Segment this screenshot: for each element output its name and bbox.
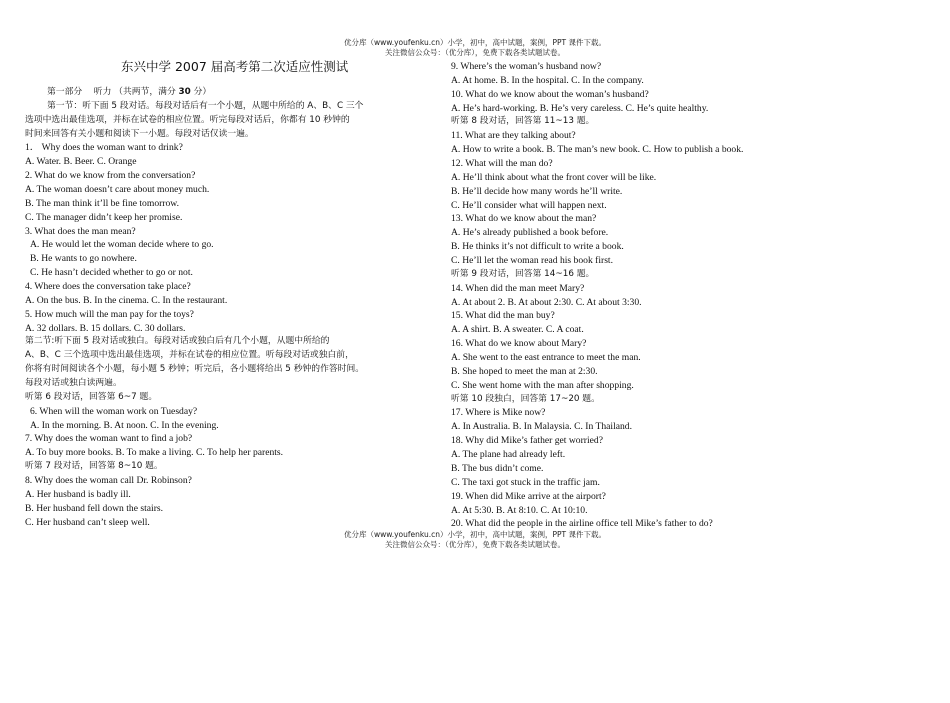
question-6: 6. When will the woman work on Tuesday? (30, 405, 198, 417)
question-1: 1． Why does the woman want to drink? (25, 142, 183, 154)
right-column (451, 60, 931, 531)
section1-instructions: 时间来回答有关小题和阅读下一小题。每段对话仅读一遍。 (25, 128, 254, 139)
footer-line-1: 优分库（www.youfenku.cn）小学，初中，高中试题，案例，PPT 课件下载。 (343, 530, 607, 539)
part1-heading-b: 分） (190, 87, 212, 97)
section1-instructions: 选项中选出最佳选项，并标在试卷的相应位置。听完每段对话后，你都有 10 秒钟的 (25, 114, 350, 125)
dialogue-7-heading: 听第 7 段对话，回答第 8~10 题。 (25, 461, 163, 472)
page-footer (0, 530, 950, 550)
question-14: 14. When did the man meet Mary? (451, 282, 585, 294)
question-18: 18. Why did Mike’s father get worried? (451, 435, 603, 447)
question-8: 8. Why does the woman call Dr. Robinson? (25, 475, 192, 487)
question-2-option-c: C. The manager didn’t keep her promise. (25, 211, 183, 223)
question-11-options: A. How to write a book. B. The man’s new book. C. How to publish a book. (451, 144, 744, 156)
question-10: 10. What do we know about the woman’s husband? (451, 88, 649, 100)
question-10-options: A. He’s hard-working. B. He’s very careless. C. He’s quite healthy. (451, 102, 709, 114)
question-13: 13. What do we know about the man? (451, 213, 597, 225)
question-17: 17. Where is Mike now? (451, 407, 546, 419)
question-18-option-a: A. The plane had already left. (451, 449, 566, 461)
header-line-2: 关注微信公众号：（优分库），免费下载各类试题试卷。 (385, 48, 565, 57)
question-20: 20. What did the people in the airline office tell Mike’s father to do? (451, 518, 713, 530)
section2-instructions: 每段对话或独白读两遍。 (25, 378, 122, 389)
question-18-option-b: B. The bus didn’t come. (451, 462, 544, 474)
part1-score: 30 (178, 87, 191, 97)
question-16-option-a: A. She went to the east entrance to meet the man. (451, 352, 641, 364)
question-3-option-c: C. He hasn’t decided whether to go or not. (30, 267, 193, 279)
section2-instructions: 你将有时间阅读各个小题，每小题 5 秒钟；听完后，各小题将给出 5 秒钟的作答时间。 (25, 364, 365, 375)
question-4: 4. Where does the conversation take place? (25, 281, 191, 293)
question-18-option-c: C. The taxi got stuck in the traffic jam. (451, 476, 600, 488)
page-header (0, 38, 950, 58)
question-4-options: A. On the bus. B. In the cinema. C. In the restaurant. (25, 294, 228, 306)
question-16-option-b: B. She hoped to meet the man at 2:30. (451, 365, 598, 377)
question-8-option-a: A. Her husband is badly ill. (25, 488, 131, 500)
question-2-option-b: B. The man think it’ll be fine tomorrow. (25, 197, 180, 209)
question-12-option-c: C. He’ll consider what will happen next. (451, 199, 607, 211)
monologue-10-heading: 听第 10 段独白，回答第 17~20 题。 (451, 393, 600, 404)
question-2-option-a: A. The woman doesn’t care about money much. (25, 184, 210, 196)
question-19-options: A. At 5:30. B. At 8:10. C. At 10:10. (451, 504, 588, 516)
part1-heading (25, 86, 435, 100)
question-16-option-c: C. She went home with the man after shopping. (451, 379, 634, 391)
question-6-options: A. In the morning. B. At noon. C. In the evening. (30, 419, 219, 431)
question-12-option-a: A. He’ll think about what the front cover will be like. (451, 171, 657, 183)
question-13-option-b: B. He thinks it’s not difficult to write a book. (451, 241, 624, 253)
question-3-option-a: A. He would let the woman decide where to go. (30, 239, 214, 251)
question-8-option-b: B. Her husband fell down the stairs. (25, 502, 164, 514)
question-8-option-c: C. Her husband can’t sleep well. (25, 516, 150, 528)
dialogue-9-heading: 听第 9 段对话，回答第 14~16 题。 (451, 268, 595, 279)
question-13-option-c: C. He’ll let the woman read his book first. (451, 255, 613, 267)
question-12: 12. What will the man do? (451, 158, 553, 170)
question-19: 19. When did Mike arrive at the airport? (451, 490, 606, 502)
question-1-options: A. Water. B. Beer. C. Orange (25, 156, 137, 168)
section2-instructions: A、B、C 三个选项中选出最佳选项，并标在试卷的相应位置。听每段对话或独白前， (25, 350, 354, 361)
question-3-option-b: B. He wants to go nowhere. (30, 253, 137, 265)
question-15: 15. What did the man buy? (451, 310, 555, 322)
question-5: 5. How much will the man pay for the toys? (25, 308, 194, 320)
dialogue-8-heading: 听第 8 段对话，回答第 11~13 题。 (451, 116, 595, 127)
exam-title: 东兴中学 2007 届高考第二次适应性测试 (121, 59, 349, 74)
question-17-options: A. In Australia. B. In Malaysia. C. In Thailand. (451, 421, 633, 433)
part1-heading-a: 第一部分 听力 （共两节，满分 (47, 87, 179, 97)
section2-instructions: 第二节:听下面 5 段对话或独白。每段对话或独白后有几个小题，从题中所给的 (25, 336, 330, 347)
question-5-options: A. 32 dollars. B. 15 dollars. C. 30 dollars. (25, 322, 186, 334)
question-14-options: A. At about 2. B. At about 2:30. C. At about 3:30. (451, 296, 642, 308)
question-9: 9. Where’s the woman’s husband now? (451, 61, 602, 72)
section1-instructions: 第一节：听下面 5 段对话。每段对话后有一个小题，从题中所给的 A、B、C 三个 (47, 100, 364, 111)
question-11: 11. What are they talking about? (451, 130, 576, 142)
question-13-option-a: A. He’s already published a book before. (451, 227, 609, 239)
header-line-1: 优分库（www.youfenku.cn）小学，初中，高中试题，案例，PPT 课件下载。 (343, 38, 607, 47)
left-column (25, 60, 435, 530)
question-9-options: A. At home. B. In the hospital. C. In the company. (451, 74, 644, 86)
dialogue-6-heading: 听第 6 段对话，回答第 6~7 题。 (25, 391, 158, 402)
footer-line-2: 关注微信公众号：（优分库），免费下载各类试题试卷。 (385, 540, 565, 549)
question-16: 16. What do we know about Mary? (451, 338, 587, 350)
question-12-option-b: B. He’ll decide how many words he’ll write. (451, 185, 623, 197)
question-2: 2. What do we know from the conversation? (25, 170, 196, 182)
question-15-options: A. A shirt. B. A sweater. C. A coat. (451, 324, 584, 336)
question-3: 3. What does the man mean? (25, 225, 136, 237)
question-7: 7. Why does the woman want to find a job? (25, 433, 193, 445)
question-7-options: A. To buy more books. B. To make a living. C. To help her parents. (25, 447, 284, 459)
